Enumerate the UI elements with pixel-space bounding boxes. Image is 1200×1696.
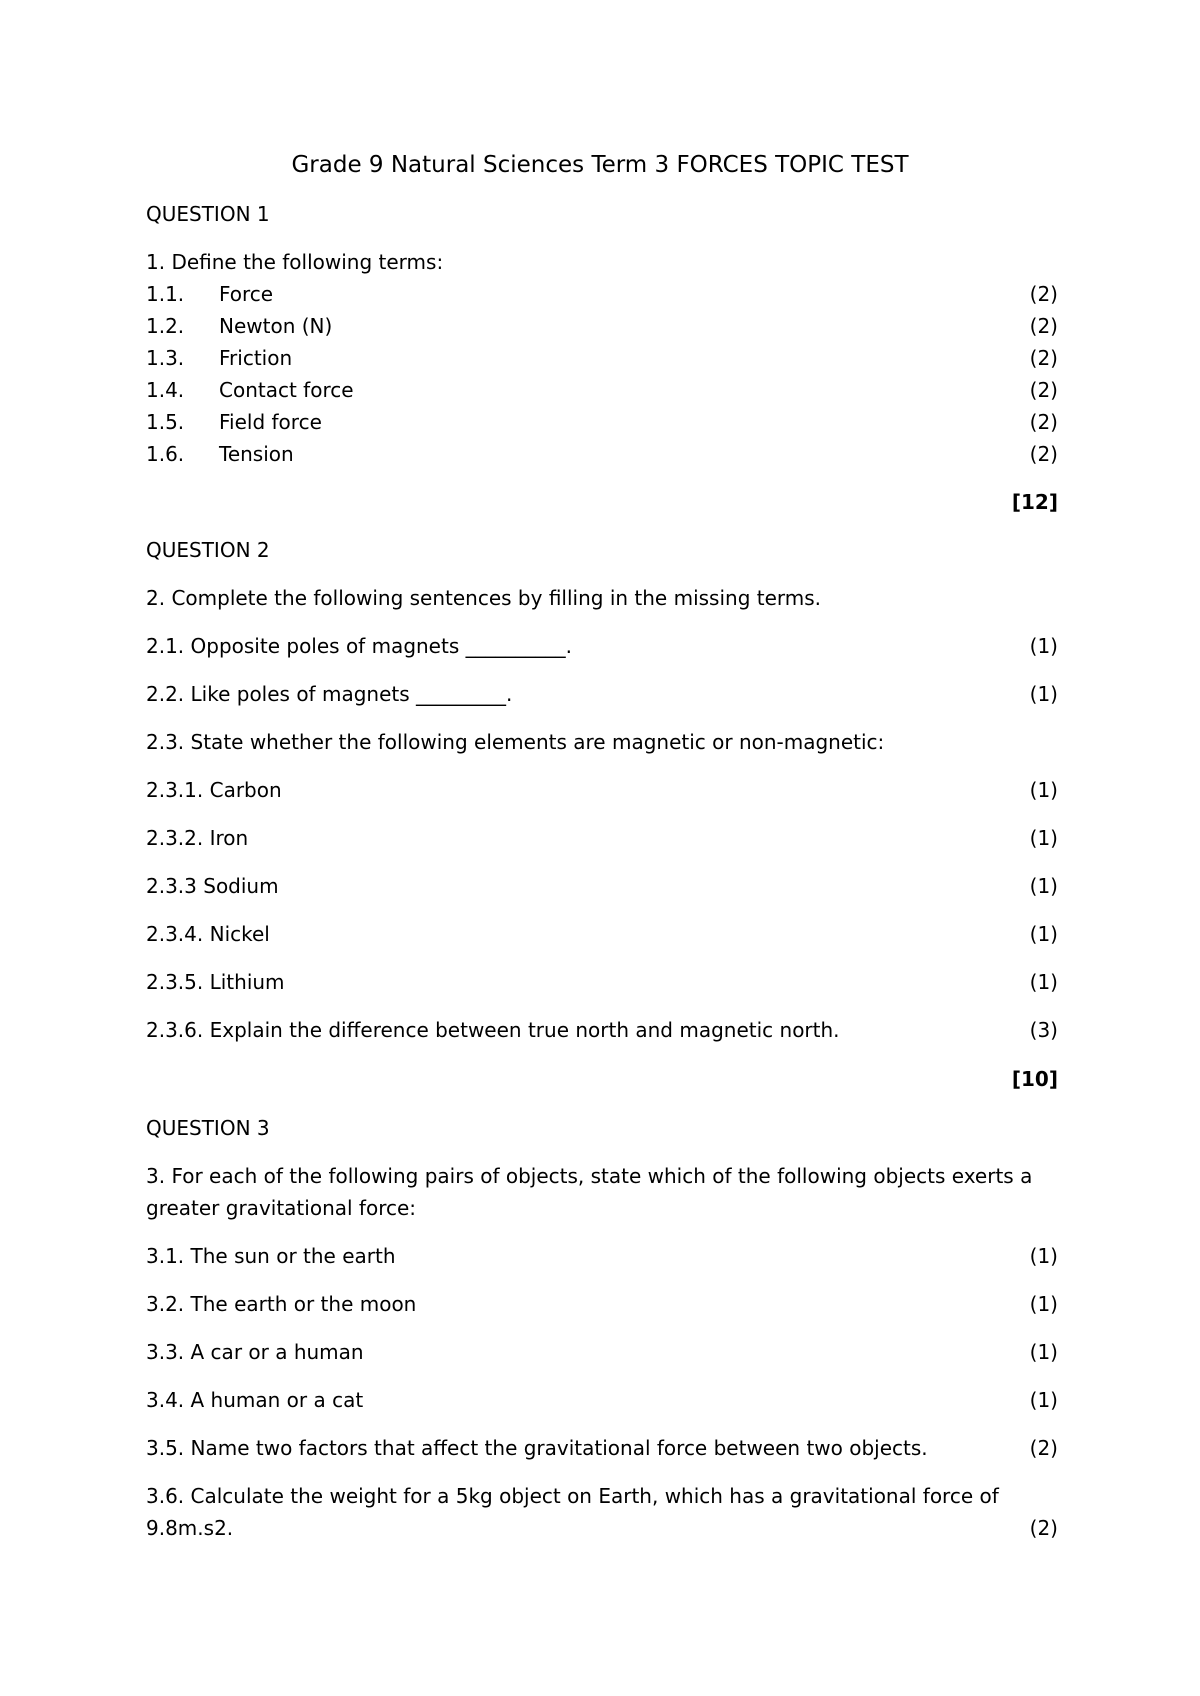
item-mark: (2): [1029, 314, 1058, 338]
list-item: [146, 776, 1058, 804]
list-item: [146, 1514, 1058, 1542]
item-text: 2.3.2. Iron: [146, 826, 249, 850]
item-text: 2.3.6. Explain the difference between true north and magnetic north.: [146, 1018, 840, 1042]
item-mark: (1): [1029, 1292, 1058, 1316]
item-mark: (1): [1029, 1244, 1058, 1268]
list-item: [146, 872, 1058, 900]
item-text: 2.3.3 Sodium: [146, 874, 279, 898]
item-text: 3.1. The sun or the earth: [146, 1244, 396, 1268]
item-mark: (1): [1029, 682, 1058, 706]
list-item: [146, 1016, 1058, 1044]
item-mark: (2): [1029, 1436, 1058, 1460]
question-3-6-line-2: 9.8m.s2.: [146, 1516, 234, 1540]
item-text: 2.3. State whether the following elements are magnetic or non-magnetic:: [146, 730, 885, 754]
item-text: 2.3.1. Carbon: [146, 778, 282, 802]
item-mark: (2): [1029, 282, 1058, 306]
item-number: 1.2.: [146, 314, 185, 338]
question-1-total: [12]: [1011, 490, 1058, 514]
question-1-intro: 1. Define the following terms:: [146, 250, 444, 274]
item-mark: (1): [1029, 778, 1058, 802]
list-item: [146, 632, 1058, 660]
item-mark: (1): [1029, 874, 1058, 898]
list-item: [146, 440, 1058, 468]
list-item: [146, 1386, 1058, 1414]
question-3-heading: QUESTION 3: [146, 1116, 270, 1140]
list-item: [146, 968, 1058, 996]
list-item: [146, 1290, 1058, 1318]
list-item: [146, 376, 1058, 404]
item-mark: (1): [1029, 826, 1058, 850]
item-text: 3.3. A car or a human: [146, 1340, 364, 1364]
question-1-heading: QUESTION 1: [146, 202, 270, 226]
item-number: 1.4.: [146, 378, 185, 402]
item-mark: (1): [1029, 634, 1058, 658]
item-mark: (1): [1029, 970, 1058, 994]
list-item: [146, 824, 1058, 852]
item-number: 1.1.: [146, 282, 185, 306]
item-text: 3.4. A human or a cat: [146, 1388, 364, 1412]
item-mark: (3): [1029, 1018, 1058, 1042]
list-item: [146, 312, 1058, 340]
list-item: [146, 408, 1058, 436]
item-text: 2.3.4. Nickel: [146, 922, 270, 946]
item-text: Force: [219, 282, 274, 306]
item-mark: (2): [1029, 442, 1058, 466]
list-item: [146, 1434, 1058, 1462]
list-item: [146, 280, 1058, 308]
question-3-6-line-1: 3.6. Calculate the weight for a 5kg object on Earth, which has a gravitational force of: [146, 1484, 999, 1508]
item-text: 2.2. Like poles of magnets _________.: [146, 682, 513, 706]
page-title: Grade 9 Natural Sciences Term 3 FORCES TOPIC TEST: [291, 152, 909, 178]
list-item: [146, 920, 1058, 948]
item-text: 3.2. The earth or the moon: [146, 1292, 417, 1316]
question-2-total: [10]: [1011, 1067, 1058, 1091]
item-text: Tension: [219, 442, 294, 466]
item-mark: (2): [1029, 378, 1058, 402]
question-2-intro: 2. Complete the following sentences by filling in the missing terms.: [146, 586, 822, 610]
list-item: [146, 728, 1058, 756]
list-item: [146, 1338, 1058, 1366]
question-2-heading: QUESTION 2: [146, 538, 270, 562]
item-text: Friction: [219, 346, 293, 370]
item-text: Contact force: [219, 378, 354, 402]
item-mark: (1): [1029, 1388, 1058, 1412]
question-3-intro-line-2: greater gravitational force:: [146, 1196, 417, 1220]
item-mark: (1): [1029, 922, 1058, 946]
item-text: 3.5. Name two factors that affect the gravitational force between two objects.: [146, 1436, 928, 1460]
item-mark: (2): [1029, 346, 1058, 370]
item-number: 1.6.: [146, 442, 185, 466]
list-item: [146, 344, 1058, 372]
item-text: 2.3.5. Lithium: [146, 970, 285, 994]
item-number: 1.3.: [146, 346, 185, 370]
item-mark: (2): [1029, 410, 1058, 434]
item-mark: (2): [1029, 1516, 1058, 1540]
list-item: [146, 680, 1058, 708]
item-text: 2.1. Opposite poles of magnets __________.: [146, 634, 572, 658]
item-text: Field force: [219, 410, 322, 434]
item-number: 1.5.: [146, 410, 185, 434]
item-text: Newton (N): [219, 314, 333, 338]
list-item: [146, 1242, 1058, 1270]
question-3-intro-line-1: 3. For each of the following pairs of objects, state which of the following objects exerts a: [146, 1164, 1033, 1188]
item-mark: (1): [1029, 1340, 1058, 1364]
